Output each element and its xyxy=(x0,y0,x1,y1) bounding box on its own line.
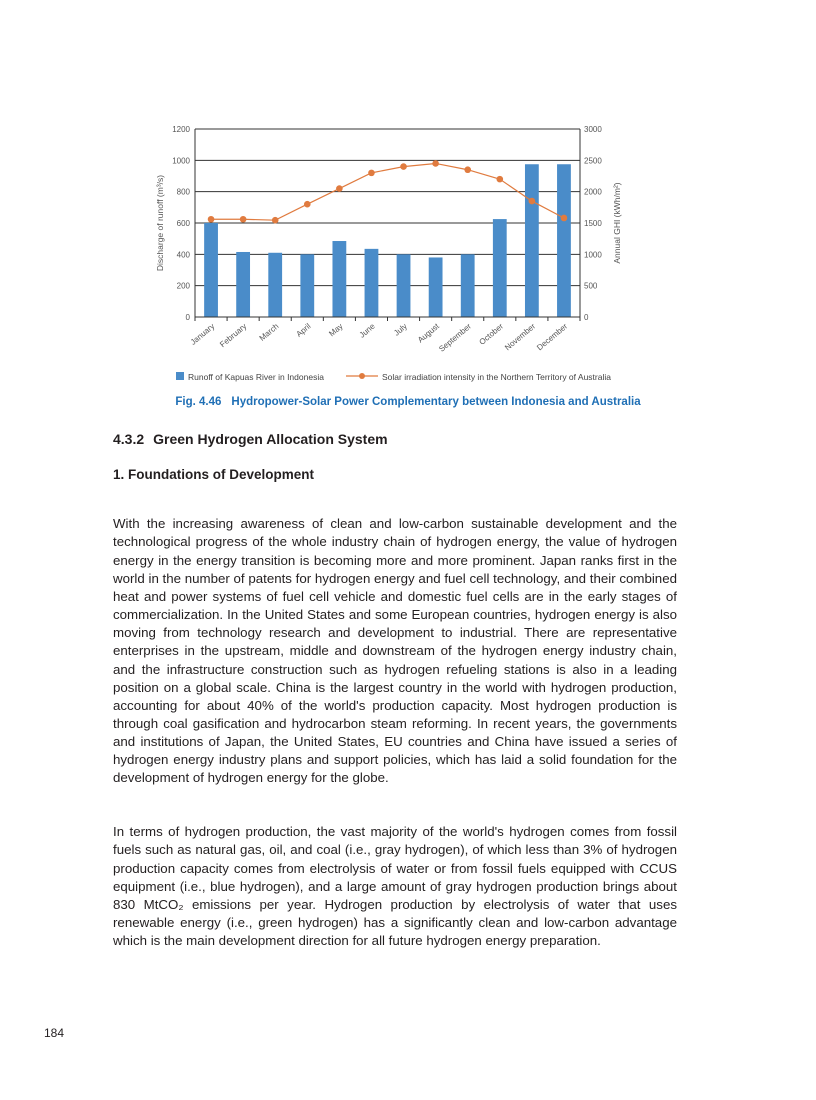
x-tick-label: February xyxy=(218,321,249,350)
line-point xyxy=(496,176,503,183)
y-axis-label-right: Annual GHI (kWh/m²) xyxy=(612,182,622,264)
paragraph-foundations: With the increasing awareness of clean and low-carbon sustainable development and the technological progress of the whole industry chain of hydrogen energy, the value of hydrogen energy in the energy transition is becoming more and more prominent. Japan ranks first in the world in the number of patents for hydrogen energy and fuel cell technology, and their combined heat and power systems of fuel cell vehicle and domestic fuel cells are in the early stages of commercialization. In the United States and some European countries, hydrogen energy is also moving from technology research and development to industrial. There are representative enterprises in the upstream, middle and downstream of the hydrogen energy industry chain, and the infrastructure construction such as hydrogen refueling stations is also in a leading position on a global scale. China is the largest country in the world with hydrogen production, accounting for about 40% of the world's production capacity. Most hydrogen production is through coal gasification and hydrocarbon steam reforming. In recent years, the governments and institutions of Japan, the United States, EU countries and China have issued a series of hydrogen energy industry plans and support policies, which has laid a solid foundation for the development of hydrogen energy for the globe. xyxy=(113,516,677,786)
y-tick-left: 1200 xyxy=(172,125,190,134)
line-point xyxy=(272,217,279,224)
figure-title: Hydropower-Solar Power Complementary between Indonesia and Australia xyxy=(231,396,641,408)
x-tick-label: April xyxy=(294,321,313,339)
line-point xyxy=(464,166,471,173)
x-tick-label: December xyxy=(535,321,570,353)
y-tick-right: 1000 xyxy=(584,250,602,260)
x-tick-label: July xyxy=(392,321,409,338)
x-tick-label: August xyxy=(416,321,441,345)
x-tick-label: October xyxy=(477,321,506,347)
line-point xyxy=(561,215,568,222)
bar xyxy=(461,254,475,317)
y-tick-right: 2000 xyxy=(584,187,602,197)
x-tick-label: September xyxy=(437,321,473,354)
line-point xyxy=(400,163,407,170)
section-number: 4.3.2 xyxy=(113,431,145,447)
paragraph-lead: In terms of hydrogen production, xyxy=(113,824,312,840)
paragraph-body: the vast majority of the world's hydrogen comes from fossil fuels such as natural gas, oil, and coal (i.e., gray hydrogen), of which less than 3% of hydrogen production capacity comes from electrolysis of water or from fossil fuels equipped with CCUS equipment (i.e., blue hydrogen), and a large amount of gray hydrogen production brings about 830 MtCO₂ emissions per year. Hydrogen production by electrolysis of water that uses renewable energy (i.e., green hydrogen) has a significantly clean and low-carbon advantage which is the main development direction for all future hydrogen energy preparation. xyxy=(113,824,677,949)
y-tick-left: 400 xyxy=(176,250,190,260)
x-tick-label: January xyxy=(188,321,217,347)
figure-caption xyxy=(0,396,816,408)
axes xyxy=(195,129,580,321)
line-point xyxy=(432,160,439,167)
legend-line-label: Solar irradiation intensity in the Northern Territory of Australia xyxy=(382,372,611,382)
y-tick-left: 200 xyxy=(176,281,190,291)
bar xyxy=(204,223,218,317)
legend xyxy=(176,372,611,382)
legend-bar-swatch xyxy=(176,372,184,380)
x-tick-label: May xyxy=(327,321,345,339)
x-tick-label: March xyxy=(257,321,281,343)
bar xyxy=(429,257,443,317)
runoff-bars xyxy=(204,164,571,317)
line-point xyxy=(529,198,536,205)
grid-lines xyxy=(195,129,580,286)
y-tick-right: 3000 xyxy=(584,125,602,134)
bar xyxy=(332,241,346,317)
line-point xyxy=(240,216,247,223)
y-tick-right: 1500 xyxy=(584,219,602,228)
bar xyxy=(525,164,539,317)
legend-bar-label: Runoff of Kapuas River in Indonesia xyxy=(188,372,324,382)
y-axis-label-left: Discharge of runoff (m³/s) xyxy=(155,174,165,272)
bar xyxy=(557,164,571,317)
y-tick-right: 500 xyxy=(584,281,598,291)
figure-number: Fig. 4.46 xyxy=(175,396,222,408)
y-tick-right: 2500 xyxy=(584,156,602,166)
legend-line-marker xyxy=(359,373,365,379)
y-tick-left: 600 xyxy=(176,219,190,228)
line-point xyxy=(208,216,215,223)
paragraph-hydrogen-production xyxy=(113,823,677,950)
section-title: Green Hydrogen Allocation System xyxy=(153,431,388,447)
line-point xyxy=(304,201,311,208)
line-point xyxy=(368,170,375,177)
bar xyxy=(268,253,282,317)
section-heading xyxy=(113,431,388,447)
y-tick-left: 800 xyxy=(176,187,190,197)
hydro-solar-chart xyxy=(0,0,816,395)
page-number: 184 xyxy=(44,1026,65,1040)
y-tick-right: 0 xyxy=(584,313,589,322)
x-tick-label: June xyxy=(357,321,377,340)
y-tick-left: 0 xyxy=(185,313,190,322)
bar xyxy=(300,254,314,317)
bar xyxy=(365,249,379,317)
y-tick-left: 1000 xyxy=(172,156,190,166)
bar xyxy=(493,219,507,317)
x-tick-label: November xyxy=(503,321,538,353)
subsection-heading: 1. Foundations of Development xyxy=(113,467,315,482)
bar xyxy=(397,254,411,317)
bar xyxy=(236,252,250,317)
line-point xyxy=(336,185,343,192)
